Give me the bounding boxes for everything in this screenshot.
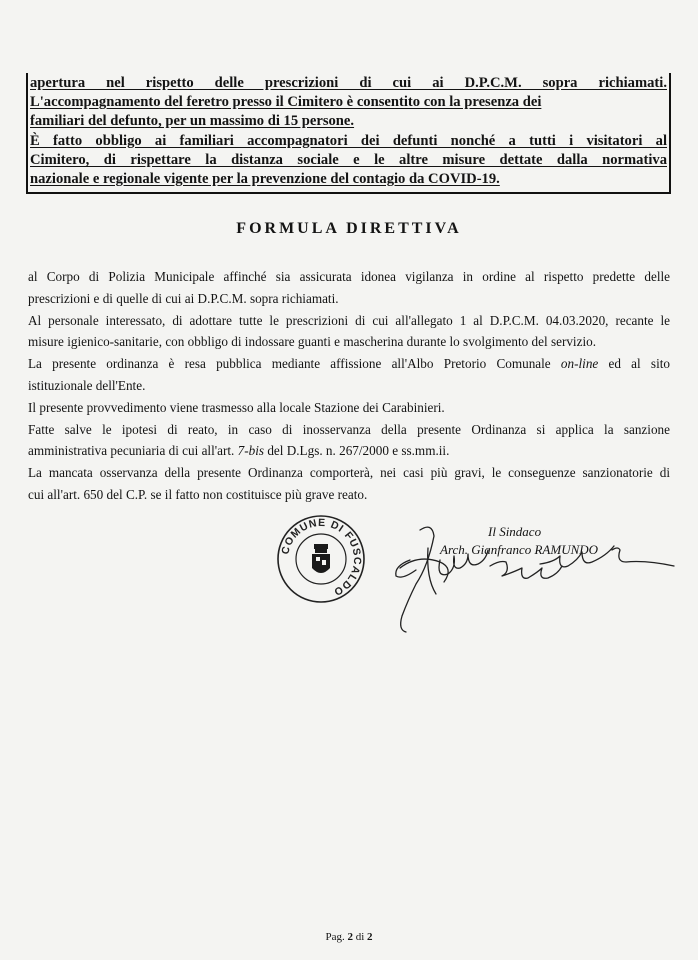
italic-run: on-line <box>560 356 599 372</box>
paragraph-line <box>28 440 670 462</box>
paragraph-transmission <box>28 397 670 419</box>
handwritten-signature <box>380 520 680 650</box>
signatory-name: Arch. Gianfranco RAMUNDO <box>440 542 599 557</box>
paragraph-line: Il presente provvedimento viene trasmesso alla locale Stazione dei Carabinieri. <box>28 399 445 415</box>
footer-current-page: 2 <box>347 931 353 943</box>
page-footer <box>0 931 698 943</box>
paragraph-line <box>28 353 670 375</box>
paragraph-line: al Corpo di Polizia Municipale affinché sia assicurata idonea vigilanza in ordine al rispetto predette delle <box>28 269 670 284</box>
bold-line-2: L'accompagnamento del feretro presso il Cimitero è consentito con la presenza dei <box>30 94 542 111</box>
signature-block <box>380 520 680 650</box>
footer-total-pages: 2 <box>367 931 373 943</box>
paragraph-line: prescrizioni e di quelle di cui ai D.P.C.M. sopra richiamati. <box>28 290 339 306</box>
footer-separator: di <box>352 931 368 943</box>
bold-prescription-block <box>26 73 671 194</box>
paragraph-sanction <box>28 419 670 463</box>
text-run: del D.Lgs. n. 267/2000 e ss.mm.ii. <box>264 443 450 459</box>
text-run: La presente ordinanza è resa pubblica mediante affissione all'Albo Pretorio Comunale <box>28 356 561 372</box>
paragraph-line: cui all'art. 650 del C.P. se il fatto non costituisce più grave reato. <box>28 486 368 502</box>
seal-icon <box>276 514 366 604</box>
municipal-seal-stamp <box>276 514 366 604</box>
bold-line-5: Cimitero, di rispettare la distanza sociale e le altre misure dettate dalla normativa <box>30 151 667 168</box>
paragraph-line: Fatte salve le ipotesi di reato, in caso di inosservanza della presente Ordinanza si applica la sanzione <box>28 421 670 437</box>
text-run: amministrativa pecuniaria di cui all'art. <box>28 443 238 459</box>
paragraph-non-compliance <box>28 462 670 506</box>
seal-text: COMUNE DI FUSCALDO <box>279 516 364 599</box>
paragraph-publication <box>28 353 670 397</box>
bold-line-3: familiari del defunto, per un massimo di 15 persone. <box>30 113 355 130</box>
italic-run: 7-bis <box>237 443 265 459</box>
paragraph-personnel <box>28 310 670 354</box>
signatory-role: Il Sindaco <box>488 524 542 539</box>
paragraph-line: istituzionale dell'Ente. <box>28 377 146 393</box>
section-heading: FORMULA DIRETTIVA <box>236 220 462 237</box>
bold-line-6: nazionale e regionale vigente per la prevenzione del contagio da COVID-19. <box>30 171 500 188</box>
footer-prefix: Pag. <box>325 931 348 943</box>
text-run: ed al sito <box>598 356 670 372</box>
directive-body <box>28 266 670 506</box>
paragraph-line: Al personale interessato, di adottare tutte le prescrizioni di cui all'allegato 1 al D.P.C.M. 04.03.2020, recante le <box>28 312 670 328</box>
paragraph-line: La mancata osservanza della presente Ordinanza comporterà, nei casi più gravi, le conseguenze sanzionatorie di <box>28 465 670 481</box>
bold-line-4: È fatto obbligo ai familiari accompagnatori dei defunti nonché a tutti i visitatori al <box>30 132 667 149</box>
paragraph-line: misure igienico-sanitarie, con obbligo di indossare guanti e mascherina durante lo svolgimento del servizio. <box>28 334 597 350</box>
bold-line-1: apertura nel rispetto delle prescrizioni di cui ai D.P.C.M. sopra richiamati. <box>30 75 667 91</box>
paragraph-police <box>28 266 670 310</box>
